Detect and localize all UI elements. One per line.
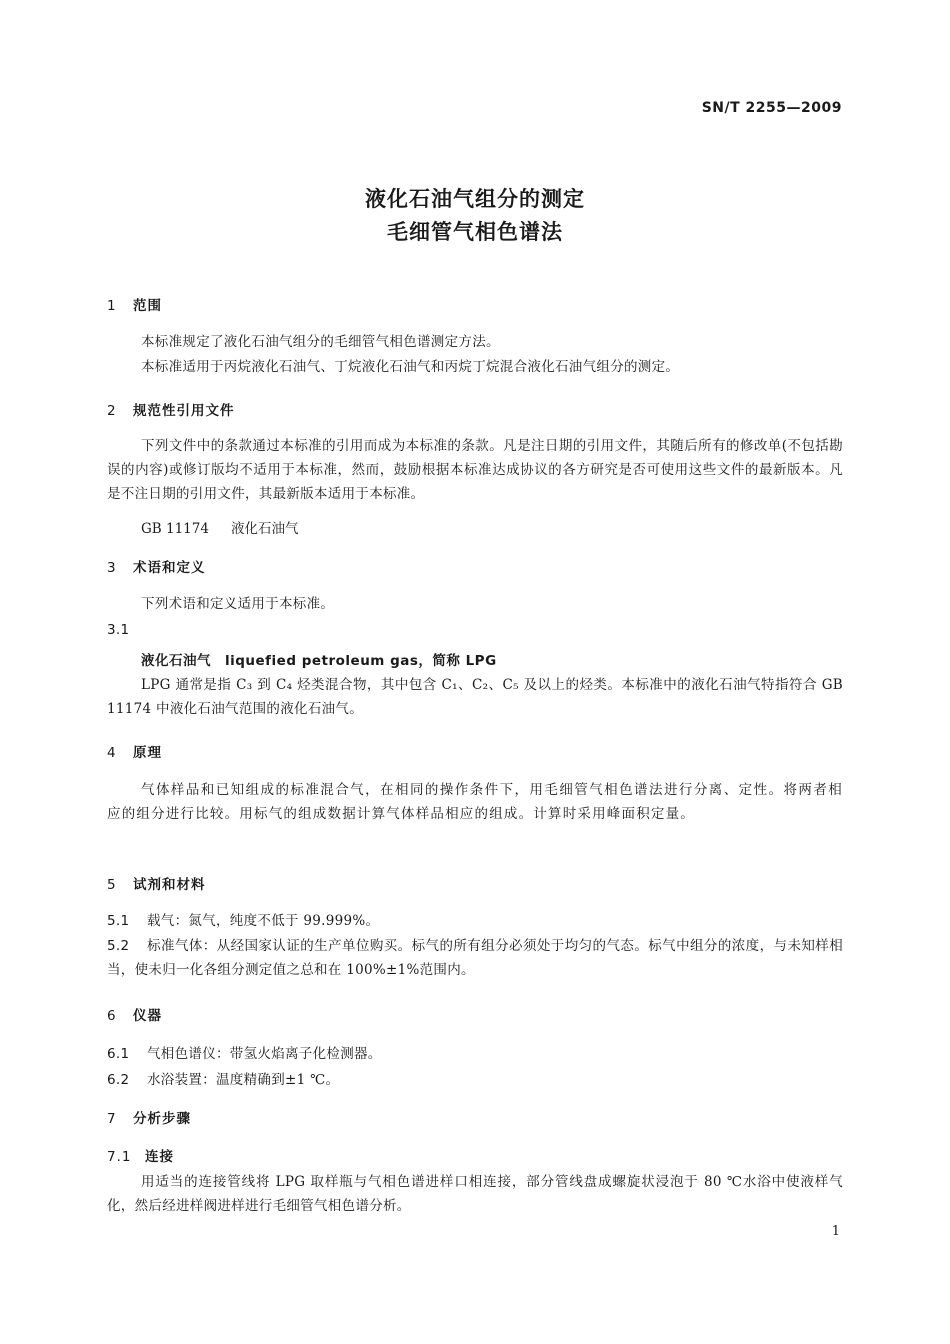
section-2-paragraph: 下列文件中的条款通过本标准的引用而成为本标准的条款。凡是注日期的引用文件，其随后所有的修改单(不包括勘误的内容)或修订版均不适用于本标准，然而，鼓励根据本标准达成协议的各方研究是否可使用这些文件的最新版本。凡是不注日期的引用文件，其最新版本适用于本标准。	[107, 438, 843, 502]
subsection-7-1-heading	[107, 1145, 174, 1165]
section-2-heading	[107, 399, 235, 419]
section-3-paragraph: 下列术语和定义适用于本标准。	[141, 596, 335, 612]
section-7-heading	[107, 1107, 191, 1127]
document-subtitle: 毛细管气相色谱法	[387, 220, 563, 244]
subsection-number: 7.1	[107, 1149, 132, 1165]
term-entry: 液化石油气 liquefied petroleum gas，简称 LPG	[141, 653, 497, 669]
item-6-2	[107, 1068, 339, 1088]
normative-reference	[141, 517, 298, 537]
section-title: 原理	[133, 745, 162, 761]
section-1-paragraph-2: 本标准适用于丙烷液化石油气、丁烷液化石油气和丙烷丁烷混合液化石油气组分的测定。	[141, 359, 680, 375]
item-text: 水浴装置：温度精确到±1 ℃。	[147, 1072, 340, 1088]
section-number: 2	[107, 403, 117, 419]
subsection-title: 连接	[145, 1149, 174, 1165]
section-number: 5	[107, 877, 117, 893]
section-4-paragraph: 气体样品和已知组成的标准混合气，在相同的操作条件下，用毛细管气相色谱法进行分离、定性。将两者相应的组分进行比较。用标气的组成数据计算气体样品相应的组成。计算时采用峰面积定量。	[107, 782, 843, 822]
item-number: 6.2	[107, 1072, 130, 1088]
document-title: 液化石油气组分的测定	[365, 187, 585, 211]
section-6-heading	[107, 1004, 162, 1024]
reference-name: 液化石油气	[230, 521, 299, 537]
section-number: 4	[107, 745, 117, 761]
page-number: 1	[831, 1224, 840, 1239]
item-number: 5.2	[107, 938, 130, 954]
section-1-paragraph-1: 本标准规定了液化石油气组分的毛细管气相色谱测定方法。	[141, 334, 500, 350]
standard-code: SN/T 2255—2009	[701, 100, 842, 116]
section-number: 1	[107, 298, 117, 314]
section-3-heading	[107, 556, 206, 576]
item-text: 气相色谱仪：带氢火焰离子化检测器。	[147, 1046, 382, 1062]
section-5-heading	[107, 873, 206, 893]
subsection-3-1-number: 3.1	[107, 622, 130, 638]
item-5-2	[107, 934, 843, 982]
item-number: 6.1	[107, 1046, 130, 1062]
section-title: 术语和定义	[133, 560, 206, 576]
item-5-1	[107, 909, 379, 929]
section-1-heading	[107, 294, 162, 314]
section-title: 规范性引用文件	[133, 403, 235, 419]
section-number: 6	[107, 1008, 117, 1024]
section-4-heading	[107, 741, 162, 761]
term-definition: LPG 通常是指 C₃ 到 C₄ 烃类混合物，其中包含 C₁、C₂、C₅ 及以上的烃类。本标准中的液化石油气特指符合 GB 11174 中液化石油气范围的液化石油气。	[107, 677, 843, 717]
section-number: 3	[107, 560, 117, 576]
section-title: 仪器	[133, 1008, 162, 1024]
item-6-1	[107, 1042, 382, 1062]
item-text: 标准气体：从经国家认证的生产单位购买。标气的所有组分必须处于均匀的气态。标气中组分的浓度，与未知样相当，使未归一化各组分测定值之总和在 100%±1%范围内。	[107, 938, 843, 978]
item-number: 5.1	[107, 913, 130, 929]
section-7-1-paragraph: 用适当的连接管线将 LPG 取样瓶与气相色谱进样口相连接，部分管线盘成螺旋状浸泡于 80 ℃水浴中使液样气化，然后经进样阀进样进行毛细管气相色谱分析。	[107, 1174, 843, 1214]
item-text: 载气：氮气，纯度不低于 99.999%。	[147, 913, 380, 929]
section-title: 范围	[133, 298, 162, 314]
reference-code: GB 11174	[141, 521, 209, 537]
section-title: 试剂和材料	[133, 877, 206, 893]
section-title: 分析步骤	[133, 1111, 191, 1127]
section-number: 7	[107, 1111, 117, 1127]
